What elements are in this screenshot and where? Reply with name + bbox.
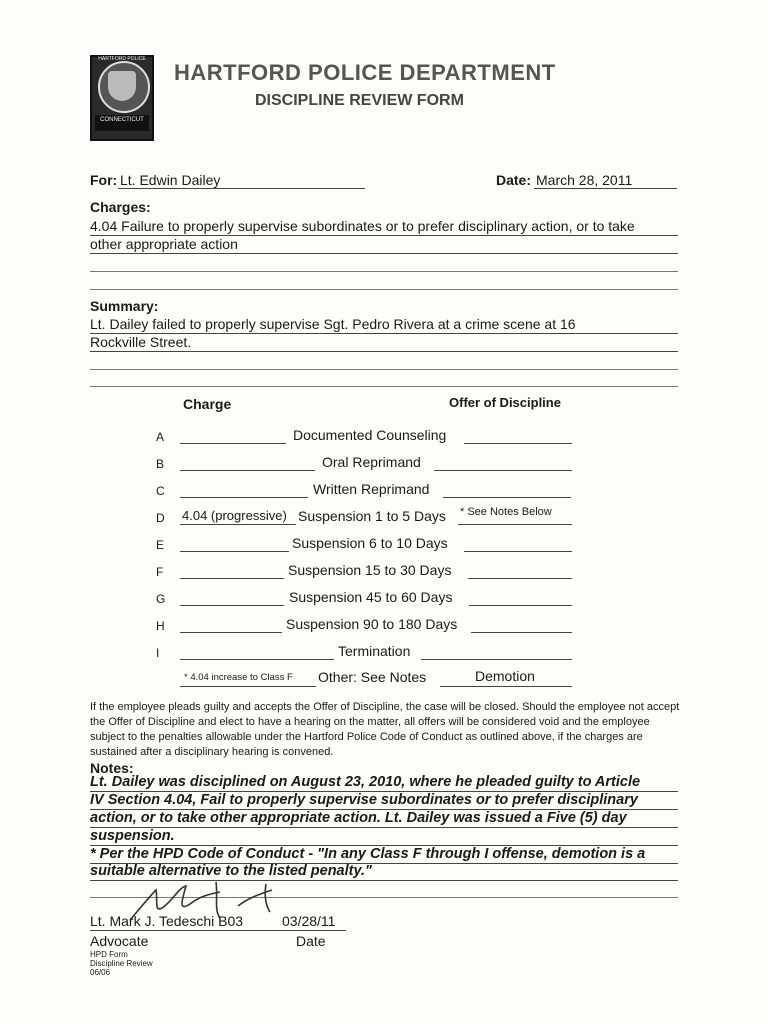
other-offer-line	[440, 686, 572, 687]
row-d-label: Suspension 1 to 5 Days	[298, 508, 446, 524]
for-label: For:	[90, 172, 118, 188]
row-d-charge-line	[180, 524, 296, 525]
row-g-label: Suspension 45 to 60 Days	[289, 589, 453, 605]
row-b-offer-line	[434, 470, 572, 471]
other-charge-line	[180, 686, 316, 687]
form-title: DISCIPLINE REVIEW FORM	[255, 92, 464, 109]
row-f-label: Suspension 15 to 30 Days	[288, 562, 452, 578]
row-i-offer-line	[421, 659, 572, 660]
notes-line-4: suspension.	[90, 828, 175, 844]
row-c-offer-line	[443, 497, 571, 498]
seal-band	[95, 115, 149, 131]
charges-line-2: other appropriate action	[90, 236, 238, 252]
notes-line-6: suitable alternative to the listed penalty."	[90, 863, 372, 879]
date-underline	[534, 188, 677, 189]
charge-column-header: Charge	[183, 396, 232, 412]
other-value: Demotion	[475, 668, 535, 684]
row-f-offer-line	[468, 578, 572, 579]
signature-underline	[90, 930, 346, 931]
for-underline	[118, 188, 365, 189]
charges-underline-3	[90, 271, 678, 272]
row-i-charge-line	[180, 659, 334, 660]
row-e-label: Suspension 6 to 10 Days	[292, 535, 448, 551]
summary-line-2: Rockville Street.	[90, 334, 192, 350]
other-charge: * 4.04 increase to Class F	[184, 672, 293, 683]
date-field-label: Date	[296, 933, 326, 949]
charges-label: Charges:	[90, 199, 151, 215]
row-letter-g: G	[156, 592, 166, 606]
notes-underline-3	[90, 827, 678, 828]
row-d-note: * See Notes Below	[460, 506, 552, 518]
other-label: Other: See Notes	[318, 669, 427, 685]
row-b-label: Oral Reprimand	[322, 454, 421, 470]
charges-underline-4	[90, 289, 678, 290]
row-i-label: Termination	[338, 643, 411, 659]
charges-underline-2	[90, 253, 678, 254]
notes-label: Notes:	[90, 760, 134, 776]
row-a-label: Documented Counseling	[293, 427, 447, 443]
row-d-charge: 4.04 (progressive)	[182, 508, 287, 523]
form-code-line-1: HPD Form	[90, 950, 128, 959]
row-d-offer-line	[458, 524, 572, 525]
row-g-offer-line	[469, 605, 572, 606]
seal-top-text: HARTFORD POLICE	[98, 56, 146, 62]
row-letter-c: C	[156, 484, 165, 498]
seal-bottom-text: CONNECTICUT	[100, 117, 144, 123]
row-letter-h: H	[156, 619, 165, 633]
row-c-charge-line	[180, 497, 308, 498]
row-b-charge-line	[180, 470, 315, 471]
seal-shield-icon	[108, 71, 136, 101]
summary-line-1: Lt. Dailey failed to properly supervise Sgt. Pedro Rivera at a crime scene at 16	[90, 316, 576, 332]
row-letter-a: A	[156, 430, 165, 444]
row-g-charge-line	[180, 605, 284, 606]
department-seal	[90, 55, 154, 141]
row-h-offer-line	[471, 632, 572, 633]
summary-underline-2	[90, 351, 678, 352]
summary-underline-3	[90, 369, 678, 370]
row-letter-b: B	[156, 457, 165, 471]
row-a-offer-line	[464, 443, 572, 444]
form-code-line-3: 06/06	[90, 968, 111, 977]
summary-underline-4	[90, 386, 678, 387]
row-e-offer-line	[464, 551, 572, 552]
row-letter-e: E	[156, 538, 165, 552]
row-letter-i: I	[156, 646, 160, 660]
advocate-name: Lt. Mark J. Tedeschi B03	[90, 913, 244, 929]
row-h-charge-line	[180, 632, 282, 633]
offer-explanation-paragraph: If the employee pleads guilty and accepts the Offer of Discipline, the case will be closed. Should the employee not accept the Offer of Discipline and elect to have a hearing on the matter, all offers will be considered void and the employee subject to the penalties allowable under the Hartford Police Code of Conduct as outlined above, if the charges are sustained after a disciplinary hearing is convened.	[90, 701, 680, 758]
row-c-label: Written Reprimand	[313, 481, 430, 497]
department-name: HARTFORD POLICE DEPARTMENT	[174, 60, 556, 85]
row-a-charge-line	[180, 443, 286, 444]
notes-line-2: IV Section 4.04, Fail to properly supervise subordinates or to prefer disciplinary	[90, 792, 638, 808]
advocate-label: Advocate	[90, 933, 149, 949]
row-letter-f: F	[156, 565, 164, 579]
row-letter-d: D	[156, 511, 165, 525]
row-e-charge-line	[180, 551, 289, 552]
summary-label: Summary:	[90, 298, 159, 314]
offer-column-header: Offer of Discipline	[449, 395, 561, 410]
row-h-label: Suspension 90 to 180 Days	[286, 616, 458, 632]
date-value: March 28, 2011	[536, 172, 633, 188]
date-label: Date:	[496, 172, 532, 188]
notes-line-3: action, or to take other appropriate action. Lt. Dailey was issued a Five (5) day	[90, 810, 627, 826]
form-code-line-2: Discipline Review	[90, 959, 153, 968]
charges-line-1: 4.04 Failure to properly supervise subordinates or to prefer disciplinary action, or to take	[90, 218, 635, 234]
notes-line-1: Lt. Dailey was disciplined on August 23, 2010, where he pleaded guilty to Article	[90, 774, 641, 790]
row-f-charge-line	[180, 578, 284, 579]
signature-date: 03/28/11	[282, 913, 336, 929]
for-value: Lt. Edwin Dailey	[120, 172, 221, 188]
notes-line-5: * Per the HPD Code of Conduct - "In any Class F through I offense, demotion is a	[90, 846, 646, 862]
